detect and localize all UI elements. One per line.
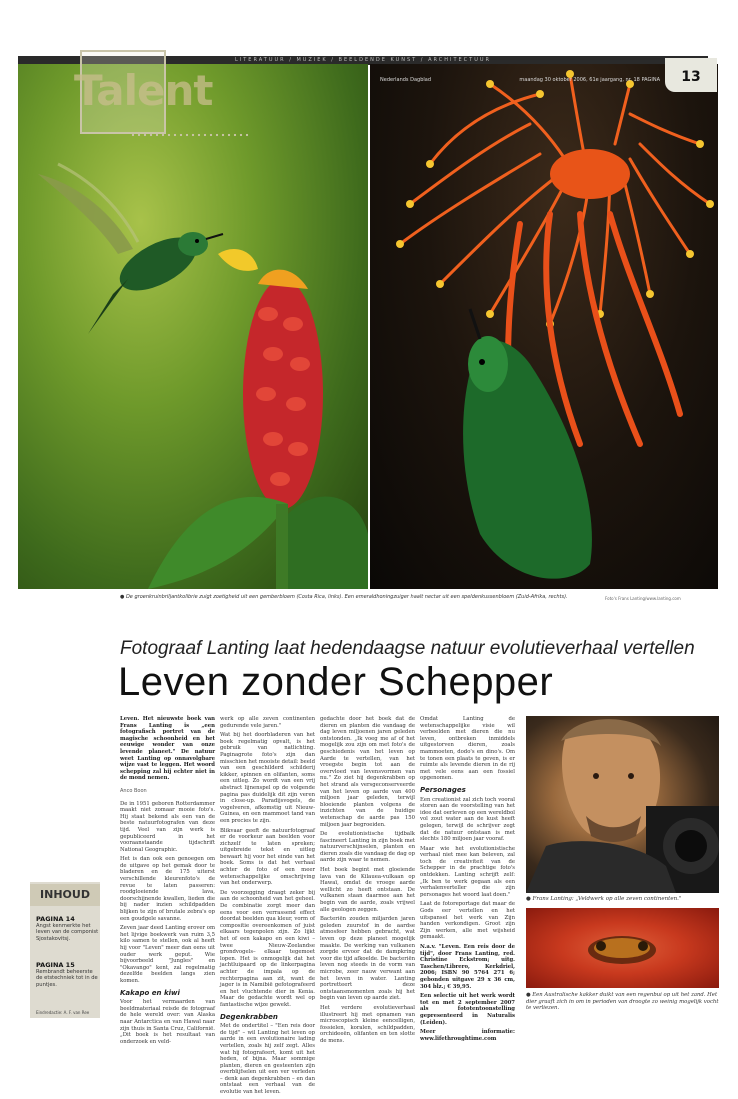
subheading-personages: Personages: [420, 785, 466, 794]
paragraph: Voor het vermaarden van beeldmateriaal reisde de fotograaf de hele wereld over: van Alaska naar Antarctica en van Hawaï naar zijn thuis in Santa Cruz, Californië. „Dit boek is het resultaat van onderzoek en veld-: [120, 999, 215, 1045]
photographer-portrait: [526, 716, 719, 893]
paragraph: Het is dan ook een genoegen om de uitgave op het gemak door te bladeren en de 175 uiterst verschillende kleurenfoto's de revue te laten passeren: roodgloeiende lava, doorschijnende kwallen, lieden die bij nader inzien schildpadden blijken te zijn of brutale zebra's op een goudgele savanne.: [120, 856, 215, 922]
contents-page: PAGINA 15: [36, 961, 75, 969]
contents-text: Angst kenmerkte het leven van de componist Sjostakovitsj.: [36, 922, 99, 942]
hummingbird-photo-left: [18, 64, 368, 589]
contents-text: Rembrandt beheerste de etstechniek tot in de puntjes.: [36, 968, 98, 988]
contents-item: [36, 916, 100, 942]
article-headline: Leven zonder Schepper: [118, 660, 554, 704]
paragraph: Wat bij het doorbladeren van het boek regelmatig opvalt, is het gebruik van natlichting. Paginagrote foto's zijn dan misschien het mooiste detail: beeld van een geschilderd schilderij kikker, spinnen en olifanten, soms een uitleg. Zo wordt van een vrij abstract lijnenspel op de volgende pagina pas duidelijk dit zijn veren in close-up. Paradijsvogels, de vogelveren, afkomstig uit Nieuw-Guinea, en een mammoet tand van een precies te zijn.: [220, 732, 315, 824]
newspaper-name: Nederlands Dagblad: [380, 77, 432, 83]
byline: Anco Boon: [120, 787, 147, 794]
paragraph: Het verdere evolutieverhaal illustreert hij met opnamen van microscopisch kleine eencelligen, fossielen, koralen, schildpadden, orchideeën, olifanten en ten slotte de mens.: [320, 1004, 415, 1044]
photo-credit: Foto's Frans Lanting/www.lanting.com: [605, 596, 681, 601]
subheading-degenkrabben: Degenkrabben: [220, 1012, 278, 1021]
more-info: Meer informatie: www.lifethroughtime.com: [420, 1029, 515, 1042]
section-title: Talent: [74, 66, 213, 115]
paragraph: De evolutionistische tijdbalk fascineert Lanting in zijn boek met natuurverschijnselen, planten en dieren zoals die vandaag de dag op aarde zijn waar te nemen.: [320, 831, 415, 864]
section-strip: LITERATUUR / MUZIEK / BEELDENDE KUNST / ARCHITECTUUR: [18, 56, 708, 65]
photo-caption: ● De groenkruinbriljantkolibrie zuigt zoetigheid uit een gemberbloem (Costa Rica, links). Een emeraldhoningzuiger haalt nectar uit een speldenkussenbloem (Zuid-Afrika, rechts).: [120, 594, 568, 600]
article-column-3: [320, 716, 415, 1048]
paragraph: Het boek begint met gloeiende lava van de Kilauea-vulkaan op Hawaï, omdat de vroege aarde wellicht zo heeft ontstaan. De vulkanen staan daarmee aan het begin van de aarde, zoals vrijwel alle geologen zeggen.: [320, 867, 415, 913]
editor-credit: Eindredactie: A. F. van Ree: [36, 1010, 90, 1015]
paragraph: Een creationist zal zich toch vooral storen aan de voorstelling van het idee dat oerleven op een wereldbol vol zout water aan de kust heeft gelegen, terwijl de schrijver zegt dat de natuur ontstaan is met slechts 180 miljoen jaar vooraf.: [420, 796, 515, 843]
paragraph: Omdat Lanting de wetenschappelijke visie wil verbeelden met dieren die nu leven, ontbreken inmiddels uitgestorven dieren, zoals mammoeten, dodo's en dino's. Om te tonen een plaats te geven, is er ruimte als levende dieren in de rij met vele eens aan een fossiel opgenomen.: [420, 716, 515, 782]
paragraph: Blikvaar geeft de natuurfotograaf er de voorkeur aan beelden voor zichzelf te laten spreken; uitgebreide tekst en uitleg bewaart hij voor het einde van het boek. Soms is dat het verhaal achter de foto of een meer wetenschappelijke omschrijving van het onderwerp.: [220, 827, 315, 887]
sunbird-photo-right: [370, 64, 718, 589]
article-kicker: Fotograaf Lanting laat hedendaagse natuur evolutieverhaal vertellen: [120, 638, 695, 659]
paragraph: Laat de fotoreportage dat maar de Gods eer vertellen en het uitspansel het werk van Zijn handen verkondigen. Groot zijn Zijn werken, alle met wijsheid gemaakt.: [420, 901, 515, 941]
beetle-photo: [526, 908, 719, 988]
paragraph: De in 1951 geboren Rotterdammer maakt niet zomaar mooie foto's. Hij staat bekend als een van de beste natuurfotografen van deze tijd. Veel van zijn werk is gepubliceerd in het vooraanstaande tijdschrift National Geographic.: [120, 800, 215, 853]
article-column-4: [420, 716, 515, 1045]
exhibition-info: Een selectie uit het werk wordt tot en met 2 september 2007 als fototentoonstelling gepresenteerd in Naturalis (Leiden).: [420, 993, 515, 1026]
issue-date: maandag 30 oktober 2006, 61e jaargang, nr. 18 PAGINA: [519, 77, 660, 83]
paragraph: Bacteriën zouden miljarden jaren geleden zuurstof in de aardse atmosfeer hebben gebracht, wat leven op deze planeet mogelijk maakte. De werking van vulkanen zorgde ervoor dat de dampkring voor die tijd afkoelde. De bacteriën leven nog steeds in de vorm van microbe, zeer nauw verwant aan het leven in water. Lanting portretteert deze ontstaansmomenten zoals hij het begin van leven op aarde ziet.: [320, 916, 415, 1002]
paragraph: Met de ondertitel – "Een reis door de tijd" – wil Lanting het leven op aarde in een evolutionaire lading vertellen, zoals hij zelf zegt. Alles wat hij fotografeert, komt uit het heden, of bijna. Maar sommige planten, dieren en gesteenten zijn overblijfselen uit een ver verleden – denk aan degenkrabben – en dan ontstaat een verhaal van de evolutie van het leven.: [220, 1023, 315, 1096]
article-column-1: [120, 716, 215, 1048]
contents-item: [36, 962, 100, 988]
paragraph: werk op alle zeven continenten gedurende vele jaren.": [220, 716, 315, 729]
portrait-caption: ● Frans Lanting: „Veldwerk op alle zeven continenten.": [526, 896, 682, 902]
subheading-kakapo: Kakapo en kiwi: [120, 988, 180, 997]
article-column-2: [220, 716, 315, 1099]
contents-title: INHOUD: [30, 884, 100, 906]
decorative-dots: [130, 133, 250, 137]
contents-page: PAGINA 14: [36, 915, 75, 923]
paragraph: gedachte door het boek dat de dieren en planten die vandaag de dag leven miljoenen jaren geleden ontstonden. „Ik voeg me af of het mogelijk zou zijn om met foto's de geschiedenis van het leven op Aarde te vertellen, van het vroegste begin tot aan de overvloed van levensvormen van nu." Zo ziet hij degenkrabben op het strand als versgeconserveerde van het leven op aarde van 400 miljoen jaar geleden, terwijl bloeiende planten volgens de inzichten van de huidige wetenschap de aarde pas 150 miljoen jaar begroeiden.: [320, 716, 415, 828]
book-info: N.a.v. "Leven. Een reis door de tijd", door Frans Lanting, red. Christine Eckstrom; uitg. Taschen/Librero, Kerkdriel, 2006; ISBN 90 5764 271 6; gebonden uitgave 29 x 36 cm, 304 blz.; € 39,95.: [420, 944, 515, 990]
beetle-caption: ● Een Australische kakker duikt van een regenbui op uit het zand. Het dier graaft zich in om in perioden van droogte zo weinig mogelijk vocht te verliezen.: [526, 992, 719, 1011]
article-lead: Leven. Het nieuwste boek van Frans Lanting is „een fotografisch portret van de magische schoonheid en het eeuwige wonder van onze levende planeet." De natuur weet Lanting op onnavolgbare wijze vast te leggen. Het woord schepping zal hij echter niet in de mond nemen.: [120, 716, 215, 782]
page-number: 13: [665, 58, 717, 92]
paragraph: Maar wie het evolutionistische verhaal niet mee kan beleven, zal toch de creativiteit van de Schepper in de prachtige foto's ontdekken. Lanting schrijft zelf: „Ik ben te werk gegaan als een verhalenverteller die zijn personages het woord laat doen.": [420, 845, 515, 898]
paragraph: Zeven jaar deed Lanting erover om het lijvige boekwerk van ruim 3,5 kilo samen te stellen, ook al heeft hij voor "Leven" meer dan eens uit ouder werk geput. Wie bijvoorbeeld "Jungles" en "Okavango" kent, zal regelmatig dezelfde beelden langs zien komen.: [120, 925, 215, 984]
paragraph: De voorzegging draagt zeker bij aan de schoonheid van het geheel. De combinatie zorgt meer dan eens voor een verrassend effect doordat beelden qua kleur, vorm of compositie overeenkomen of juist elkaars tegenpolen zijn. Zo lijkt het of een kakapo en een kiwi –twee Nieuw-Zeelandse grondvogels– elkaar tegemoet lopen. Het is onmogelijk dat het jachtluipaard op de linkerpagina achter de impala op de rechterpagina aan zit, want de jager is in Namibië gefotografeerd en het vluchtende dier in Kenia. Maar de gedachte wordt wel op fantastische wijze gewekt.: [220, 889, 315, 1008]
